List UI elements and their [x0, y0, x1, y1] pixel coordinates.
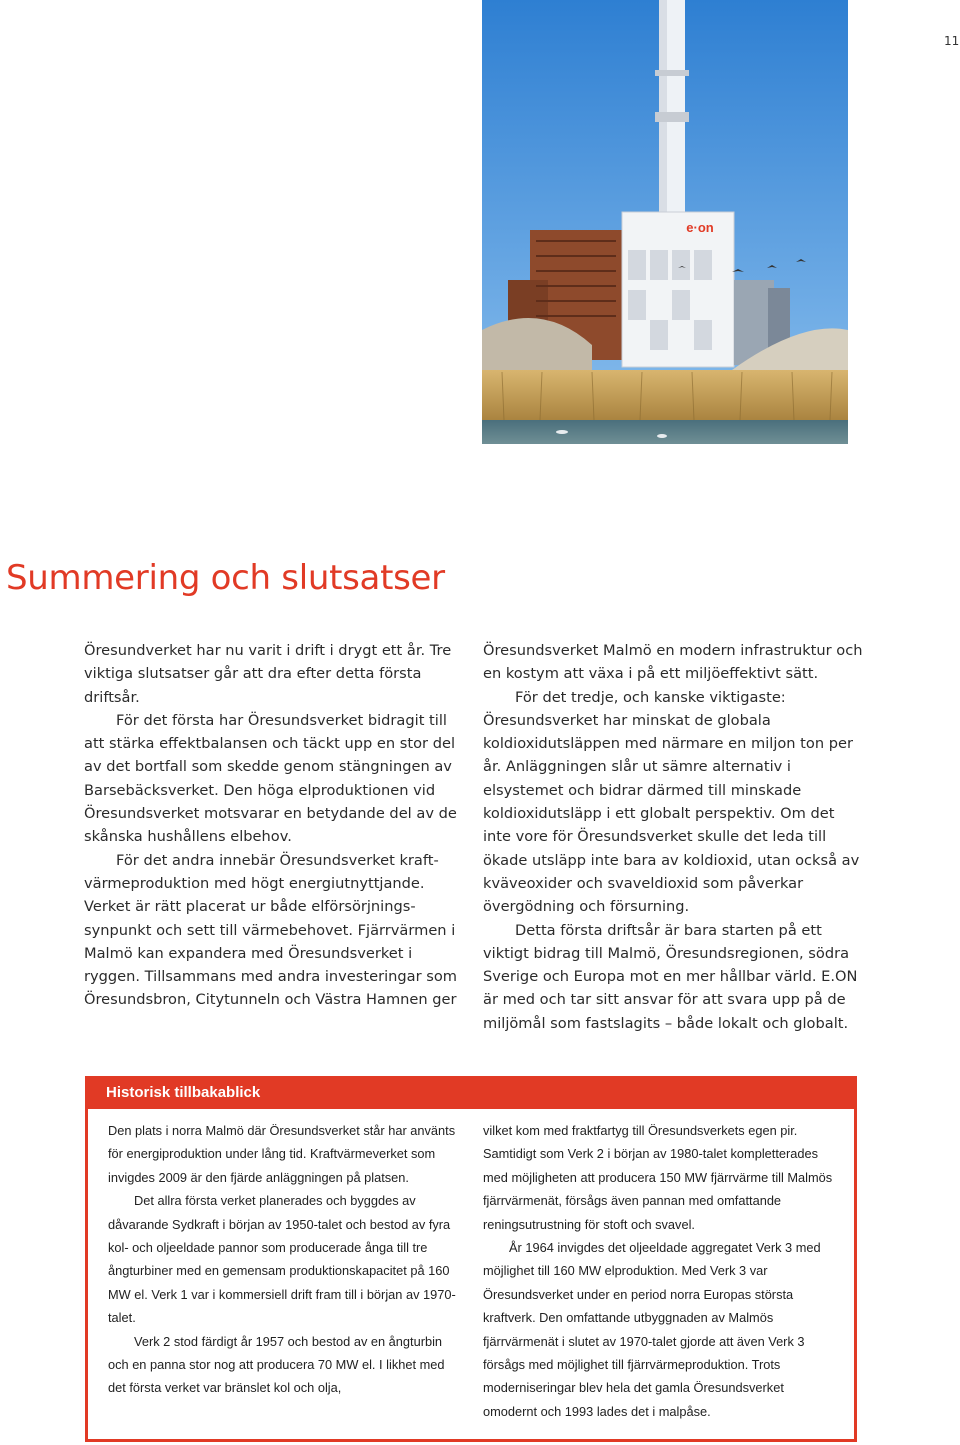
article-paragraph: Öresundverket har nu varit i drift i drygt ett år. Tre viktiga slutsatser går att dra efter detta första driftsår.	[84, 642, 452, 706]
article-paragraph: För det tredje, och kanske viktigaste: Öresundsverket har minskat de globala koldioxidutsläppen med närmare en miljon ton per år. Anläggningen slår ut sämre alternativ i elsystemet och bidrar därmed till minskade koldioxidutsläpp i ett globalt perspektiv. Om det inte vore för Öresundsverket skulle det leda till ökade utsläpp inte bara av koldioxid, utan också av kväveoxider och svaveldioxid som påverkar övergödning och försurning.	[483, 688, 860, 916]
article-left-column	[84, 639, 459, 1012]
power-plant-photo	[482, 0, 848, 444]
article-right-column	[483, 639, 863, 1035]
history-paragraph: Verk 2 stod färdigt år 1957 och bestod av en ångturbin och en panna stor nog att producera 70 MW el. I likhet med det första verket var bränslet kol och olja,	[108, 1333, 445, 1396]
history-paragraph: Den plats i norra Malmö där Öresundsverket står har använts för energiproduktion under lång tid. Kraftvärmeverket som invigdes 2009 är den fjärde anläggningen på platsen.	[108, 1123, 456, 1185]
article-paragraph: Öresundsverket Malmö en modern infrastruktur och en kostym att växa i på ett miljöeffektivt sätt.	[483, 642, 863, 683]
page-title: Summering och slutsatser	[6, 558, 445, 598]
article-paragraph: Detta första driftsår är bara starten på ett viktigt bidrag till Malmö, Öresundsregionen, södra Sverige och Europa mot en mer hållbar värld. E.ON är med och tar sitt ansvar för att svara upp på de miljömål som fastslagits – både lokalt och globalt.	[483, 921, 858, 1032]
eon-logo-sign: e·on	[686, 220, 714, 235]
history-paragraph: År 1964 invigdes det oljeeldade aggregatet Verk 3 med möjlighet till 160 MW elproduktion. Med Verk 3 var Öresundsverket under en period norra Europas största kraftverk. Den omfattande utbyggnaden av Malmös fjärrvärmenät i slutet av 1970-talet gjorde att även Verk 3 försågs med möjlighet till fjärrvärmeproduktion. Trots moderniseringar blev hela det gamla Öresundsverket omodernt och 1993 lades det i malpåse.	[483, 1240, 821, 1419]
history-paragraph: Det allra första verket planerades och byggdes av dåvarande Sydkraft i början av 1950-talet och bestod av fyra kol- och oljeeldade pannor som producerade ånga till tre ångturbiner med en gemensam produktionskapacitet på 160 MW el. Verk 1 var i kommersiell drift fram till i början av 1970-talet.	[108, 1193, 456, 1326]
article-paragraph: För det första har Öresundsverket bidragit till att stärka effektbalansen och täckt upp en stor del av det bortfall som skedde genom stängningen av Barsebäcksverket. Den höga elproduktionen vid Öresundsverket motsvarar en betydande del av de skånska hushållens elbehov.	[84, 711, 457, 846]
history-box-title: Historisk tillbakablick	[88, 1076, 854, 1109]
history-left-column	[108, 1119, 458, 1400]
history-right-column	[483, 1119, 833, 1423]
history-paragraph: vilket kom med fraktfartyg till Öresundsverkets egen pir. Samtidigt som Verk 2 i början av 1980-talet kompletterades med möjligheten att producera 150 MW fjärrvärme till Malmös fjärrvärmenät, försågs även pannan med omfattande reningsutrustning för stoft och svavel.	[483, 1123, 833, 1232]
page-number: 11	[944, 34, 960, 48]
article-paragraph: För det andra innebär Öresundsverket kraftvärmeproduktion med högt energiutnyttjande. Verket är rätt placerat ur både elförsörjningssynpunkt och sett till värmebehovet. Fjärrvärmen i Malmö kan expandera med Öresundsverket i ryggen. Tillsammans med andra investeringar som Öresundsbron, Citytunneln och Västra Hamnen ger	[84, 851, 457, 1009]
